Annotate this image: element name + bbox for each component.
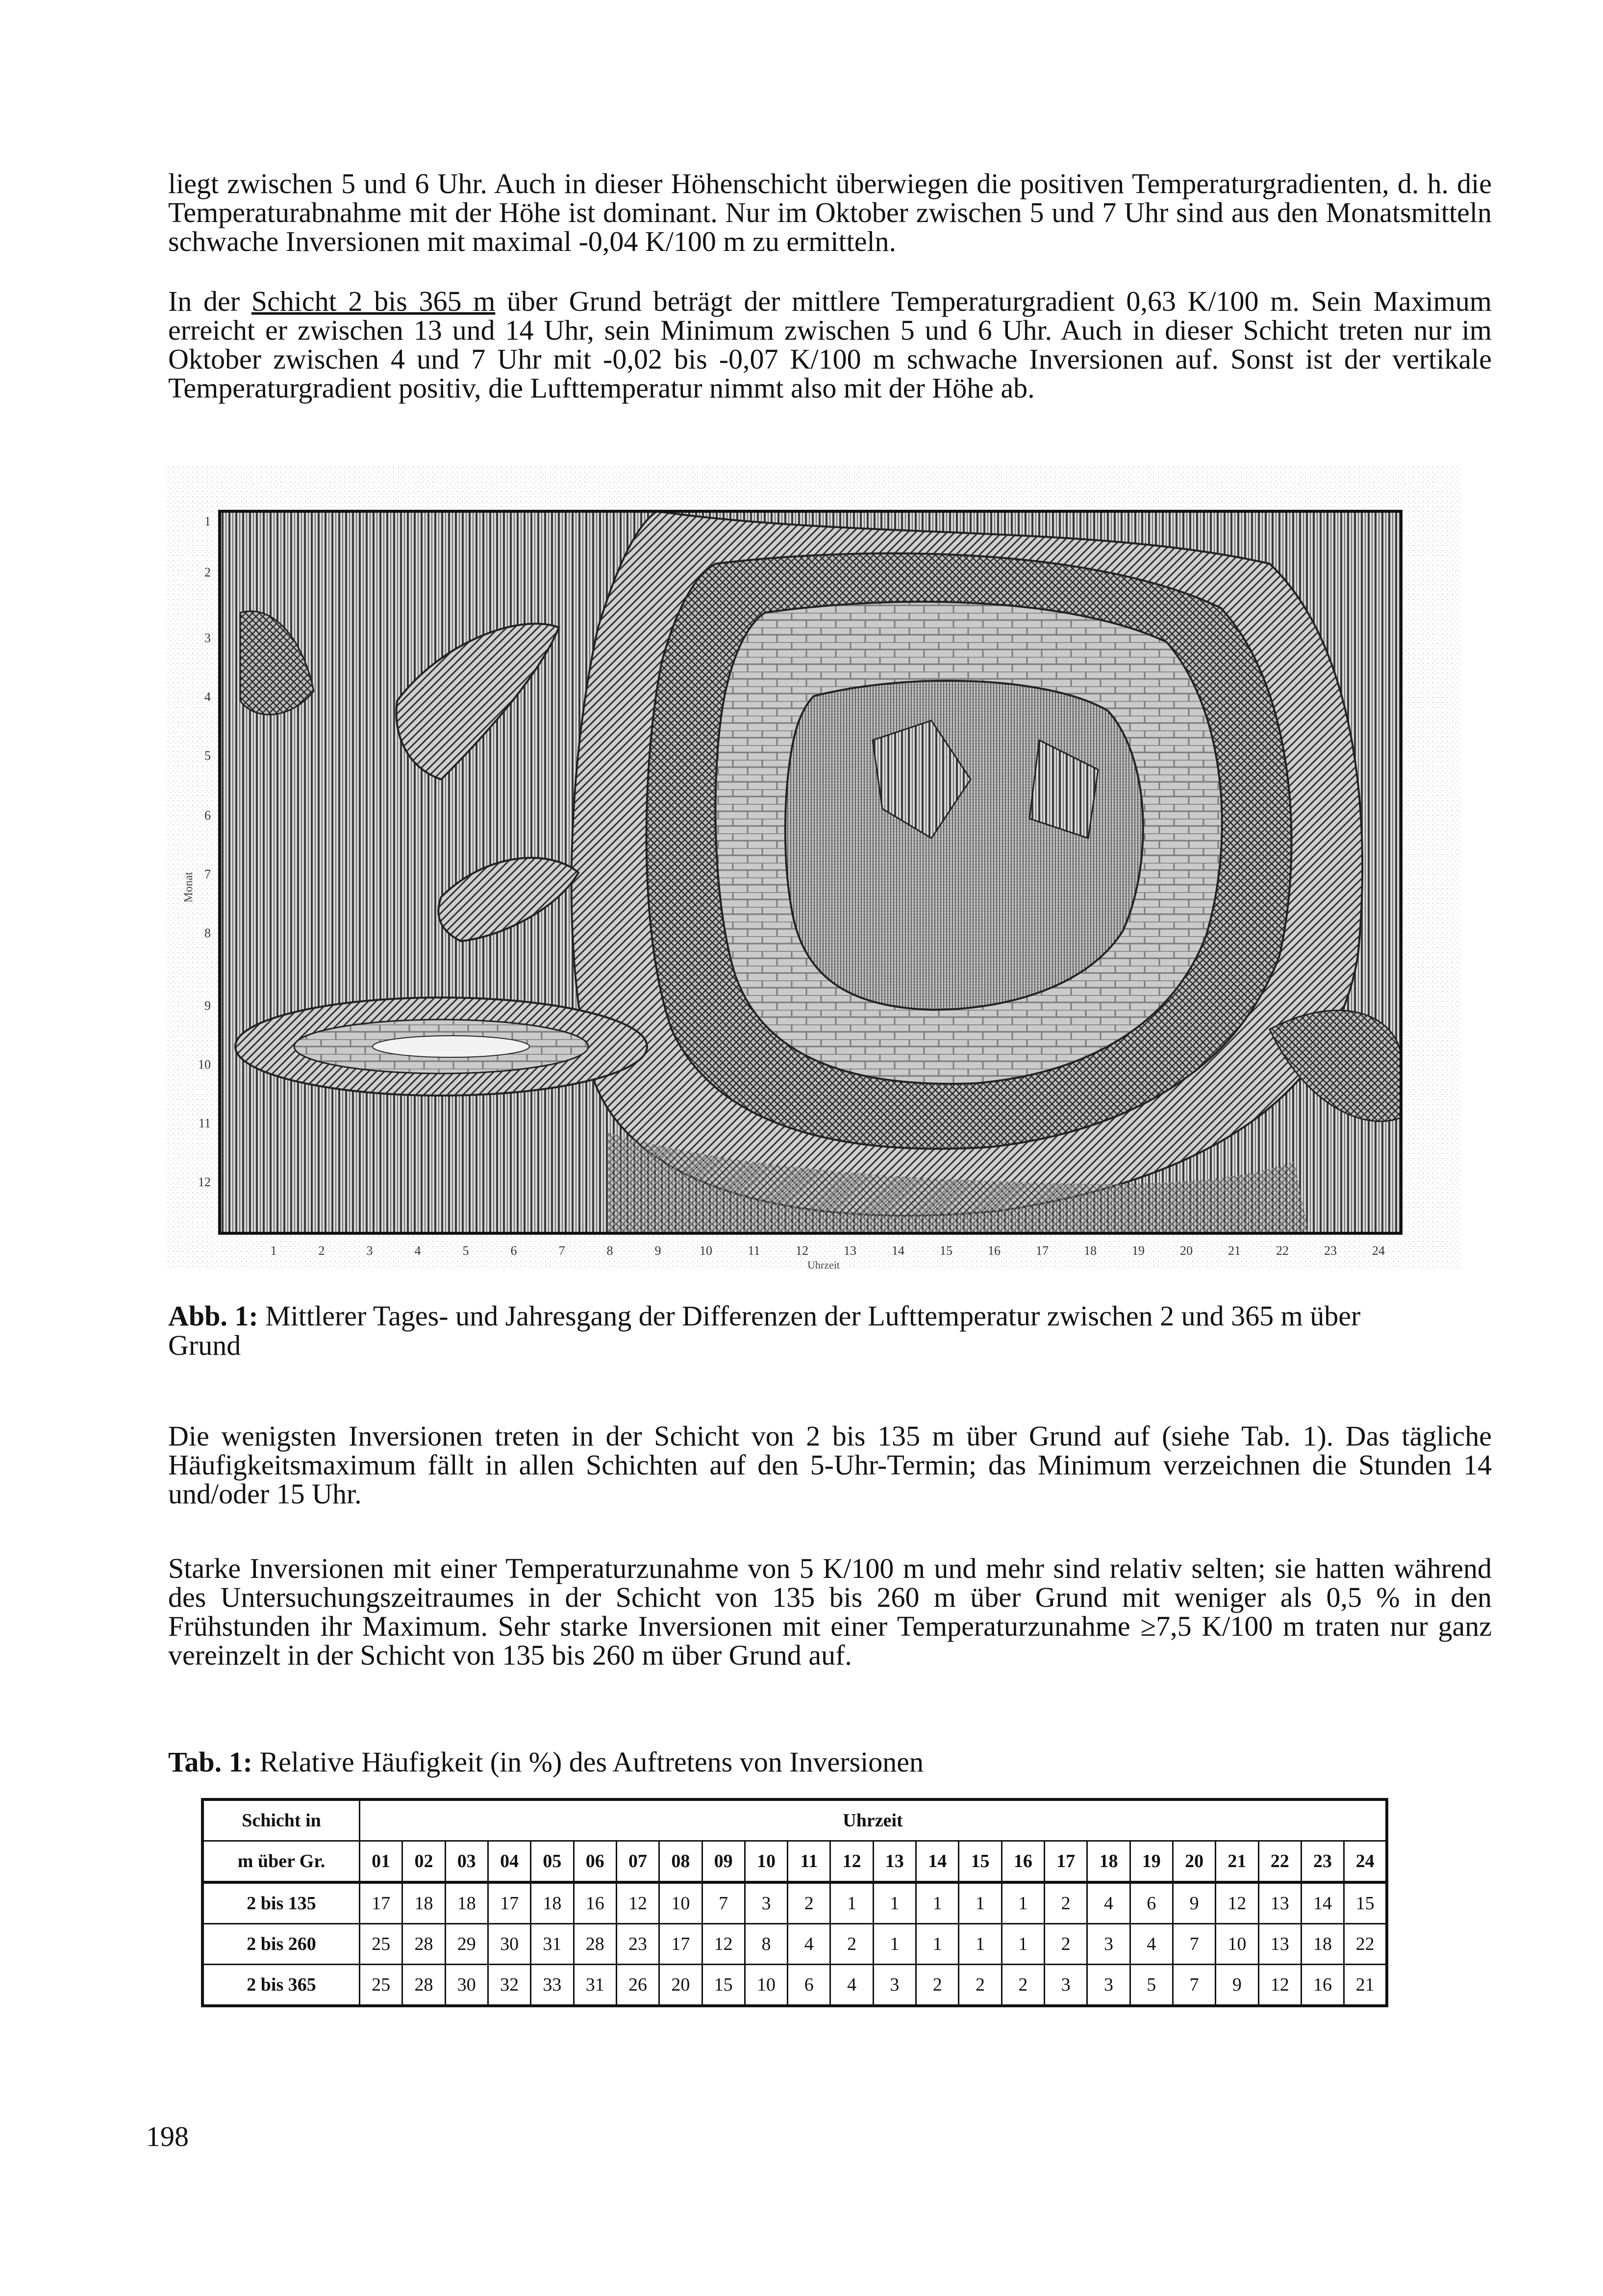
value-cell: 5: [1130, 1965, 1173, 2006]
value-cell: 4: [788, 1924, 830, 1965]
hour-header-cell: 16: [1002, 1841, 1044, 1883]
value-cell: 14: [1301, 1882, 1344, 1924]
page-number: 198: [146, 2121, 189, 2152]
hour-header-cell: 11: [788, 1841, 830, 1883]
value-cell: 2: [1045, 1924, 1087, 1965]
value-cell: 12: [702, 1924, 745, 1965]
table-row: [202, 1882, 1387, 1924]
inversion-table: [201, 1798, 1388, 2007]
row-label-cell: 2 bis 135: [202, 1882, 360, 1924]
value-cell: 12: [1258, 1965, 1301, 2006]
value-cell: 7: [1173, 1924, 1215, 1965]
x-tick: 10: [700, 1244, 712, 1258]
value-cell: 13: [1258, 1882, 1301, 1924]
paragraph-2-underlined: Schicht 2 bis 365 m: [251, 285, 496, 317]
value-cell: 2: [830, 1924, 873, 1965]
row-label-cell: 2 bis 365: [202, 1965, 360, 2006]
hour-header-cell: 08: [659, 1841, 702, 1883]
value-cell: 16: [1301, 1965, 1344, 2006]
value-cell: 28: [574, 1924, 616, 1965]
plot-area: [220, 511, 1401, 1233]
value-cell: 2: [1002, 1965, 1044, 2006]
x-tick: 23: [1324, 1244, 1337, 1258]
hour-header-cell: 24: [1344, 1841, 1387, 1883]
table-row: [202, 1924, 1387, 1965]
x-tick: 3: [366, 1244, 373, 1258]
header-layer-label: Schicht in: [202, 1799, 360, 1841]
hour-header-cell: 02: [402, 1841, 445, 1883]
value-cell: 28: [402, 1965, 445, 2006]
x-tick: 4: [414, 1244, 421, 1258]
value-cell: 10: [1216, 1924, 1258, 1965]
value-cell: 2: [916, 1965, 959, 2006]
value-cell: 7: [1173, 1965, 1215, 2006]
value-cell: 13: [1258, 1924, 1301, 1965]
value-cell: 9: [1173, 1882, 1215, 1924]
table-caption: [168, 1747, 1394, 1777]
hour-header-cell: 17: [1045, 1841, 1087, 1883]
value-cell: 17: [659, 1924, 702, 1965]
y-axis-label: Monat: [182, 872, 195, 903]
y-tick: 2: [204, 565, 211, 579]
value-cell: 10: [659, 1882, 702, 1924]
value-cell: 4: [830, 1965, 873, 2006]
hour-header-cell: 09: [702, 1841, 745, 1883]
value-cell: 6: [1130, 1882, 1173, 1924]
y-tick: 5: [204, 749, 211, 763]
x-tick: 7: [558, 1244, 565, 1258]
x-axis-label: Uhrzeit: [807, 1259, 840, 1270]
value-cell: 21: [1344, 1965, 1387, 2006]
value-cell: 25: [360, 1924, 402, 1965]
x-tick: 11: [748, 1244, 760, 1258]
value-cell: 26: [616, 1965, 659, 2006]
hour-header-cell: 10: [745, 1841, 787, 1883]
value-cell: 18: [445, 1882, 488, 1924]
x-tick: 1: [270, 1244, 277, 1258]
value-cell: 1: [916, 1924, 959, 1965]
hour-header-cell: 19: [1130, 1841, 1173, 1883]
hour-header-cell: 15: [959, 1841, 1002, 1883]
x-tick: 9: [654, 1244, 661, 1258]
figure-caption-text: Mittlerer Tages- und Jahresgang der Differenzen der Lufttemperatur zwischen 2 und 365 m über Grund: [168, 1300, 1361, 1361]
value-cell: 28: [402, 1924, 445, 1965]
value-cell: 31: [574, 1965, 616, 2006]
value-cell: 3: [873, 1965, 916, 2006]
value-cell: 1: [873, 1882, 916, 1924]
x-tick: 14: [892, 1244, 904, 1258]
y-tick: 6: [204, 808, 211, 823]
x-tick: 21: [1228, 1244, 1241, 1258]
value-cell: 1: [1002, 1924, 1044, 1965]
hour-header-cell: 03: [445, 1841, 488, 1883]
value-cell: 12: [1216, 1882, 1258, 1924]
value-cell: 9: [1216, 1965, 1258, 2006]
hour-header-cell: 01: [360, 1841, 402, 1883]
hour-header-cell: 23: [1301, 1841, 1344, 1883]
x-tick: 2: [318, 1244, 325, 1258]
paragraph-1: liegt zwischen 5 und 6 Uhr. Auch in dieser Höhenschicht überwiegen die positiven Temperaturgradienten, d. h. die Temperaturabnahme mit der Höhe ist dominant. Nur im Oktober zwischen 5 und 7 Uhr sind aus den Monatsmitteln schwache Inversionen mit maximal -0,04 K/100 m zu ermitteln.: [168, 168, 1492, 257]
value-cell: 17: [488, 1882, 530, 1924]
hour-header-cell: 04: [488, 1841, 530, 1883]
y-tick: 9: [204, 998, 211, 1013]
value-cell: 3: [1087, 1924, 1130, 1965]
header-unit-label: m über Gr.: [202, 1841, 360, 1883]
x-tick: 24: [1372, 1244, 1385, 1258]
value-cell: 3: [745, 1882, 787, 1924]
value-cell: 4: [1087, 1882, 1130, 1924]
value-cell: 1: [959, 1882, 1002, 1924]
x-tick: 16: [988, 1244, 1001, 1258]
value-cell: 25: [360, 1965, 402, 2006]
value-cell: 4: [1130, 1924, 1173, 1965]
x-tick: 18: [1084, 1244, 1097, 1258]
row-label-cell: 2 bis 260: [202, 1924, 360, 1965]
x-tick: 20: [1180, 1244, 1193, 1258]
value-cell: 15: [702, 1965, 745, 2006]
x-tick: 15: [940, 1244, 952, 1258]
table-hours-row: [202, 1841, 1387, 1883]
table-caption-label: Tab. 1:: [168, 1746, 252, 1778]
value-cell: 15: [1344, 1882, 1387, 1924]
value-cell: 3: [1087, 1965, 1130, 2006]
hour-header-cell: 18: [1087, 1841, 1130, 1883]
value-cell: 22: [1344, 1924, 1387, 1965]
value-cell: 1: [830, 1882, 873, 1924]
value-cell: 32: [488, 1965, 530, 2006]
y-tick: 10: [198, 1057, 211, 1072]
value-cell: 1: [873, 1924, 916, 1965]
y-tick: 1: [204, 514, 211, 528]
hour-header-cell: 13: [873, 1841, 916, 1883]
paragraph-3: Die wenigsten Inversionen treten in der Schicht von 2 bis 135 m über Grund auf (siehe Tab. 1). Das tägliche Häufigkeitsmaximum fällt in allen Schichten auf den 5-Uhr-Termin; das Minimum verzeichnen die Stunden 14 und/oder 15 Uhr.: [168, 1420, 1492, 1510]
value-cell: 3: [1045, 1965, 1087, 2006]
value-cell: 18: [1301, 1924, 1344, 1965]
value-cell: 31: [531, 1924, 574, 1965]
hour-header-cell: 06: [574, 1841, 616, 1883]
value-cell: 18: [402, 1882, 445, 1924]
value-cell: 18: [531, 1882, 574, 1924]
value-cell: 10: [745, 1965, 787, 2006]
figure-caption: [168, 1301, 1394, 1360]
y-tick: 4: [204, 690, 211, 704]
x-tick: 13: [844, 1244, 856, 1258]
value-cell: 30: [445, 1965, 488, 2006]
value-cell: 7: [702, 1882, 745, 1924]
x-tick: 5: [462, 1244, 469, 1258]
value-cell: 33: [531, 1965, 574, 2006]
header-time-label: Uhrzeit: [360, 1799, 1387, 1841]
figure-caption-label: Abb. 1:: [168, 1300, 258, 1332]
x-tick: 17: [1036, 1244, 1049, 1258]
value-cell: 2: [959, 1965, 1002, 2006]
paragraph-2-rest: über Grund beträgt der mittlere Temperaturgradient 0,63 K/100 m. Sein Maximum erreicht er zwischen 13 und 14 Uhr, sein Minimum zwischen 5 und 6 Uhr. Auch in dieser Schicht treten nur im Oktober zwischen 4 und 7 Uhr mit -0,02 bis -0,07 K/100 m schwache Inversionen auf. Sonst ist der vertikale Temperaturgradient positiv, die Lufttemperatur nimmt also mit der Höhe ab.: [168, 285, 1492, 404]
value-cell: 30: [488, 1924, 530, 1965]
table-header-row: [202, 1799, 1387, 1841]
x-tick: 19: [1132, 1244, 1145, 1258]
y-tick: 12: [198, 1175, 211, 1189]
contour-figure: [167, 466, 1461, 1270]
value-cell: 17: [360, 1882, 402, 1924]
paragraph-2-prefix: In der: [168, 285, 251, 317]
hour-header-cell: 05: [531, 1841, 574, 1883]
hour-header-cell: 12: [830, 1841, 873, 1883]
hour-header-cell: 14: [916, 1841, 959, 1883]
paragraph-4: Starke Inversionen mit einer Temperaturzunahme von 5 K/100 m und mehr sind relativ selten; sie hatten während des Untersuchungszeitraumes in der Schicht von 135 bis 260 m über Grund mit weniger als 0,5 % in den Frühstunden ihr Maximum. Sehr starke Inversionen mit einer Temperaturzunahme ≥7,5 K/100 m traten nur ganz vereinzelt in der Schicht von 135 bis 260 m über Grund auf.: [168, 1552, 1492, 1671]
value-cell: 20: [659, 1965, 702, 2006]
value-cell: 8: [745, 1924, 787, 1965]
hour-header-cell: 21: [1216, 1841, 1258, 1883]
value-cell: 1: [1002, 1882, 1044, 1924]
y-tick: 7: [204, 867, 211, 881]
value-cell: 23: [616, 1924, 659, 1965]
value-cell: 1: [916, 1882, 959, 1924]
hour-header-cell: 07: [616, 1841, 659, 1883]
paragraph-2: [168, 287, 1492, 402]
value-cell: 16: [574, 1882, 616, 1924]
hour-header-cell: 22: [1258, 1841, 1301, 1883]
y-tick: 3: [204, 631, 211, 645]
value-cell: 2: [1045, 1882, 1087, 1924]
value-cell: 6: [788, 1965, 830, 2006]
value-cell: 12: [616, 1882, 659, 1924]
value-cell: 2: [788, 1882, 830, 1924]
table-row: [202, 1965, 1387, 2006]
x-tick: 22: [1276, 1244, 1289, 1258]
x-tick: 12: [796, 1244, 808, 1258]
value-cell: 1: [959, 1924, 1002, 1965]
value-cell: 29: [445, 1924, 488, 1965]
table-caption-text: Relative Häufigkeit (in %) des Auftretens von Inversionen: [252, 1746, 924, 1778]
hour-header-cell: 20: [1173, 1841, 1215, 1883]
x-tick: 8: [606, 1244, 613, 1258]
y-tick: 8: [204, 926, 211, 940]
y-tick: 11: [198, 1116, 211, 1130]
x-tick: 6: [510, 1244, 517, 1258]
